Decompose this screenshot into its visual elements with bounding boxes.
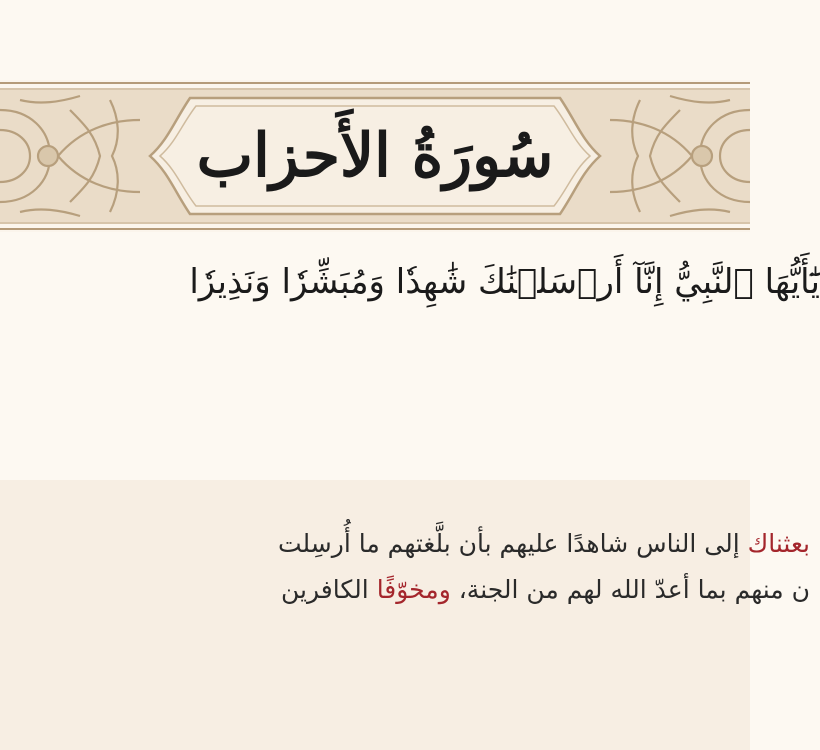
tafsir-text-1: إلى الناس شاهدًا عليهم بأن بلَّغتهم ما أُرسِلت	[277, 529, 748, 558]
tafsir-highlight-2: ومخوّفًا	[376, 575, 451, 604]
top-margin	[0, 0, 750, 80]
tafsir-prefix-2: ن منهم بما أعدّ الله لهم من الجنة،	[450, 575, 810, 604]
surah-title: سُورَةُ الأَحزاب	[196, 121, 554, 191]
surah-header-banner	[0, 80, 750, 232]
verse-text: يَٰٓأَيُّهَا ٱلنَّبِيُّ إِنَّآ أَرۡسَلۡنَٰكَ شَٰهِدٗا وَمُبَشِّرٗا وَنَذِيرٗا	[189, 262, 820, 302]
tafsir-line-2	[281, 570, 810, 610]
tafsir-highlight-1: بعثناك	[747, 529, 810, 558]
tafsir-panel	[0, 480, 810, 750]
tafsir-suffix-2: الكافرين	[281, 575, 377, 604]
verse-panel	[0, 232, 820, 480]
tafsir-line-1	[278, 524, 810, 564]
